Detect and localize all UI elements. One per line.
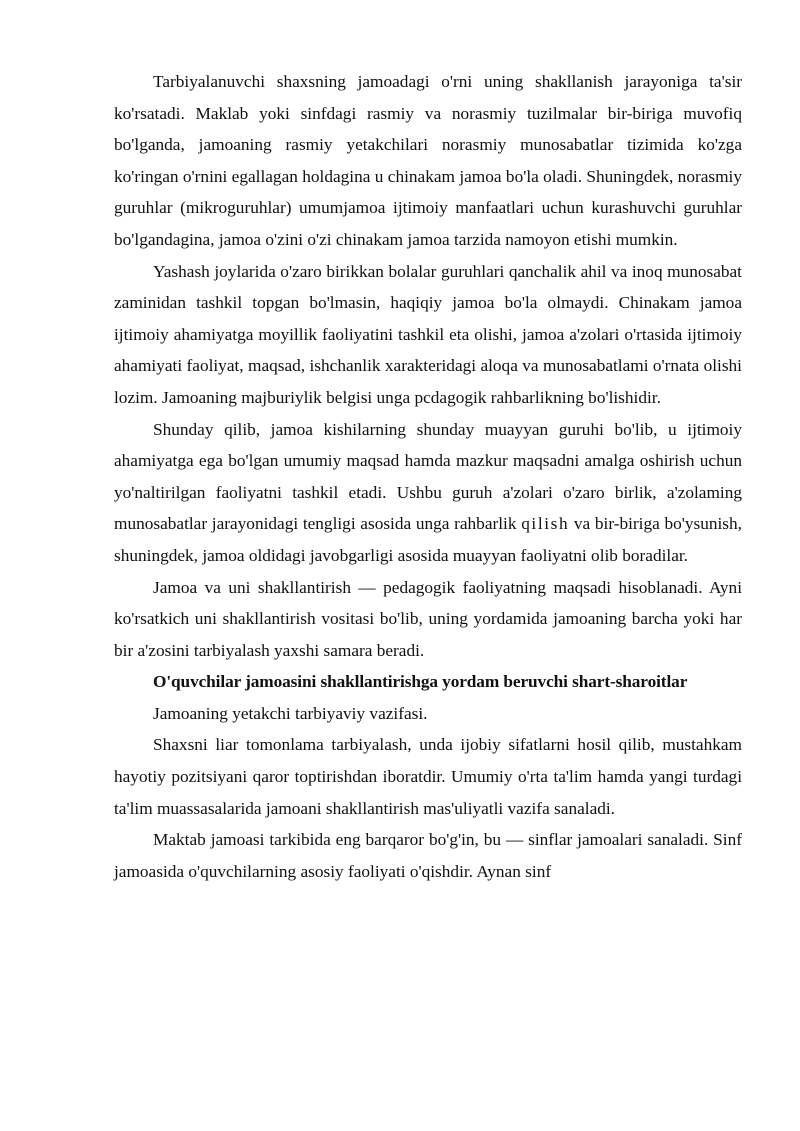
document-page: [114, 66, 742, 887]
spaced-word: qilish: [521, 514, 570, 534]
paragraph-leading-task: Jamoaning yetakchi tarbiyaviy vazifasi.: [153, 703, 428, 723]
section-heading: O'quvchilar jamoasini shakllantirishga yordam beruvchi shart-sharoitlar: [153, 672, 688, 692]
paragraph-text: Shunday qilib, jamoa kishilarning shunday muayyan guruhi bo'lib, u ijtimoiy ahamiyatga ega bo'lgan umumiy maqsad hamda mazkur maqsadni amalga oshirish uchun yo'naltirilgan faoliyatni tashkil etadi. Ushbu guruh a'zolari o'zaro birlik, a'zolaming munosabatlar jarayonidagi tengligi asosida unga rahbarlik: [114, 419, 742, 534]
paragraph-class-collective: Maktab jamoasi tarkibida eng barqaror bo'g'in, bu — sinflar jamoalari sanaladi. Sinf jamoasida o'quvchilarning asosiy faoliyati o'qishdir. Aynan sinf: [114, 830, 742, 881]
paragraph-text: va bir-biriga bo'ysunish, shuningdek, jamoa oldidagi javobgarligi asosida muayyan faoliyatni olib boradilar.: [114, 514, 742, 565]
paragraph-pedagogical-goal: Jamoa va uni shakllantirish — pedagogik faoliyatning maqsadi hisoblanadi. Ayni ko'rsatkich uni shakllantirish vositasi bo'lib, uning yordamida jamoaning barcha yoki har bir a'zosini tarbiyalash yaxshi samara beradi.: [114, 577, 742, 660]
paragraph-children-groups: Yashash joylarida o'zaro birikkan bolalar guruhlari qanchalik ahil va inoq munosabat zaminidan tashkil topgan bo'lmasin, haqiqiy jamoa bo'la olmaydi. Chinakam jamoa ijtimoiy ahamiyatga moyillik faoliyatini tashkil eta olishi, jamoa a'zolari o'rtasida ijtimoiy ahamiyati faoliyat, maqsad, ishchanlik xarakteridagi aloqa va munosabatlami o'rnata olishi lozim. Jamoaning majburiylik belgisi unga pcdagogik rahbarlikning bo'lishidir.: [114, 261, 742, 407]
paragraph-collective-definition: [114, 414, 742, 572]
paragraph-role-in-collective: Tarbiyalanuvchi shaxsning jamoadagi o'rni uning shakllanish jarayoniga ta'sir ko'rsatadi. Maklab yoki sinfdagi rasmiy va norasmiy tuzilmalar bir-biriga muvofiq bo'lganda, jamoaning rasmiy yetakchilari norasmiy munosabatlar tizimida ko'zga ko'ringan o'rnini egallagan holdagina u chinakam jamoa bo'la oladi. Shuningdek, norasmiy guruhlar (mikroguruhlar) umumjamoa ijtimoiy manfaatlari uchun kurashuvchi guruhlar bo'lgandagina, jamoa o'zini o'zi chinakam jamoa tarzida namoyon etishi mumkin.: [114, 72, 742, 249]
paragraph-personality-education: Shaxsni liar tomonlama tarbiyalash, unda ijobiy sifatlarni hosil qilib, mustahkam hayotiy pozitsiyani qaror toptirishdan iboratdir. Umumiy o'rta ta'lim hamda yangi turdagi ta'lim muassasalarida jamoani shakllantirish mas'uliyatli vazifa sanaladi.: [114, 735, 742, 818]
